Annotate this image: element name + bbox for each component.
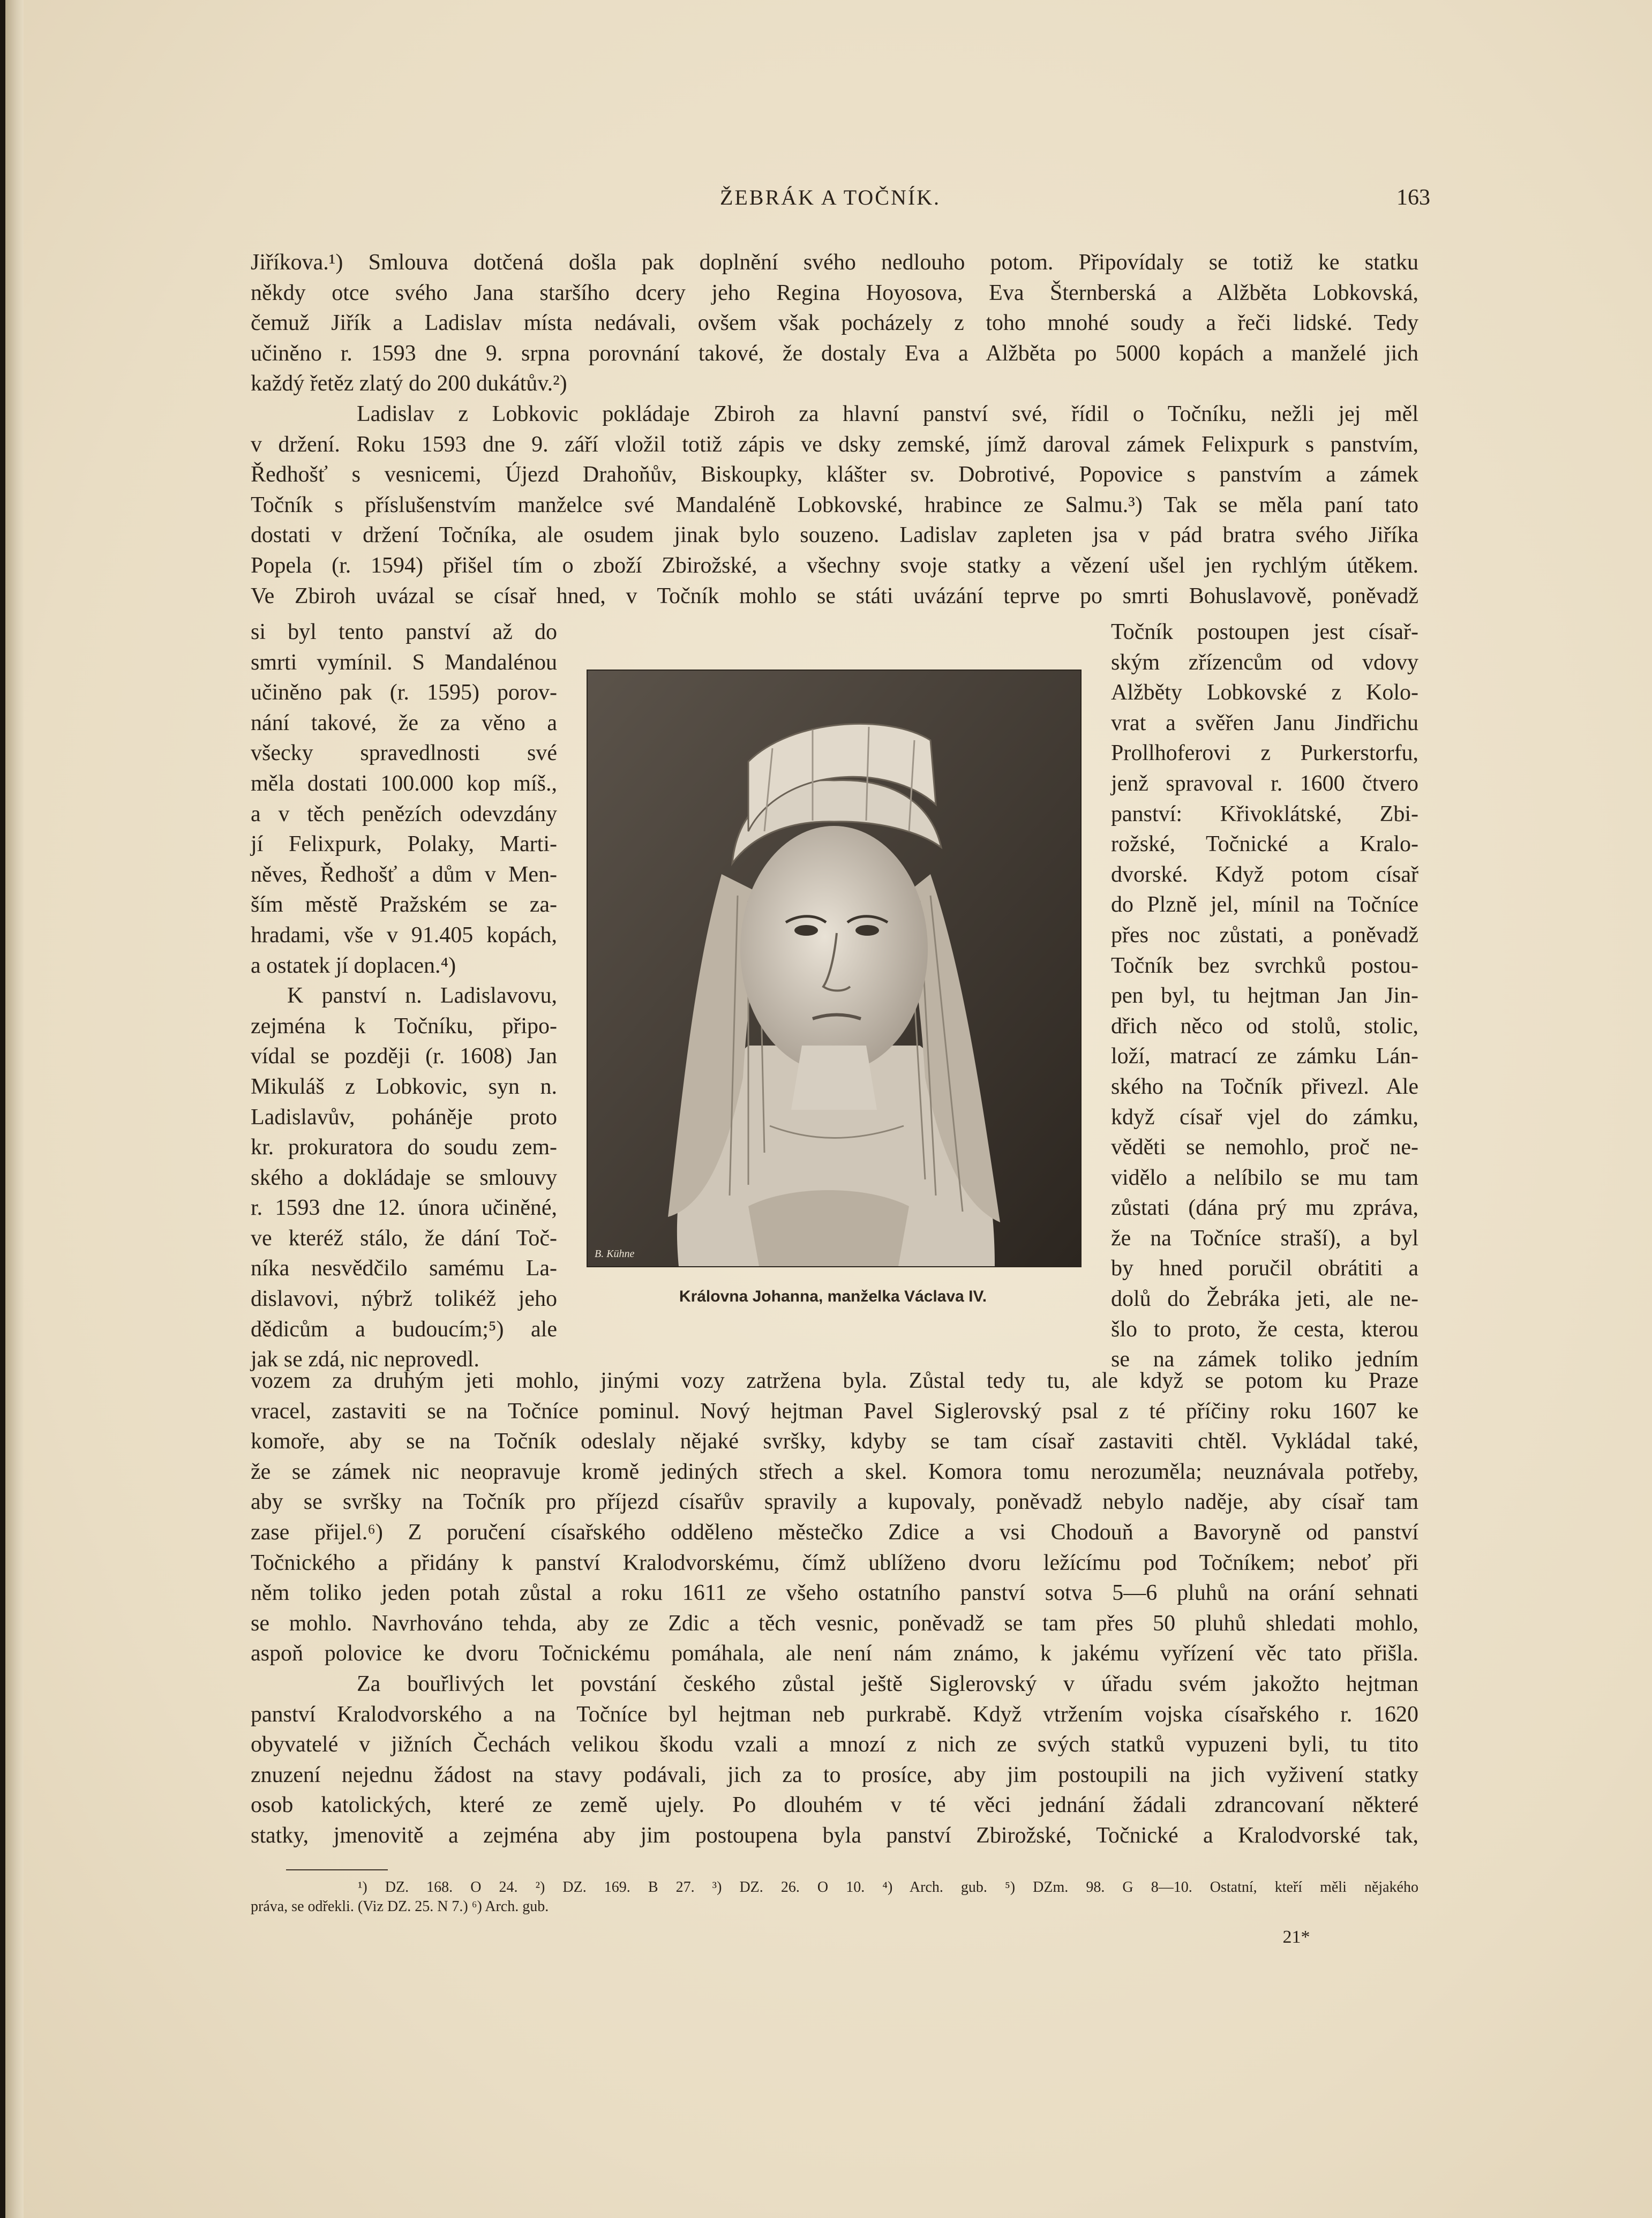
text-line: jenž spravoval r. 1600 čtvero (1111, 771, 1418, 796)
text-line: Točník s příslušenstvím manželce své Mandaléně Lobkovské, hrabince ze Salmu.³) Tak se měla paní tato (251, 492, 1418, 517)
text-line: hradami, vše v 91.405 kopách, (251, 922, 557, 948)
text-line: přes noc zůstati, a poněvadž (1111, 922, 1418, 948)
text-line: učiněno r. 1593 dne 9. srpna porovnání takové, že dostaly Eva a Alžběta po 5000 kopách a manželé jich (251, 341, 1418, 366)
text-line: dřich něco od stolů, stolic, (1111, 1013, 1418, 1039)
printer-signature-mark: 21* (1282, 1927, 1310, 1947)
text-line: zejména k Točníku, připo- (251, 1013, 557, 1039)
text-line: ve kteréž stálo, že dání Toč- (251, 1225, 557, 1251)
portrait-drawing (588, 671, 1080, 1266)
text-line: loží, matrací ze zámku Lán- (1111, 1044, 1418, 1069)
text-line: dolů do Žebráka jeti, ale ne- (1111, 1287, 1418, 1312)
portrait-illustration (587, 670, 1082, 1267)
text-line: když císař vjel do zámku, (1111, 1104, 1418, 1130)
figure-caption: Královna Johanna, manželka Václava IV. (679, 1288, 987, 1305)
text-line: učiněno pak (r. 1595) porov- (251, 680, 557, 705)
page-binding-edge (5, 0, 24, 2218)
text-line: Za bouřlivých let povstání českého zůstal ještě Siglerovský v úřadu svém jakožto hejtman (357, 1672, 1418, 1696)
artist-signature: B. Kühne (595, 1248, 635, 1260)
text-line: Ladislav z Lobkovic pokládaje Zbiroh za hlavní panství své, řídil o Točníku, nežli jej měl (357, 401, 1418, 426)
text-line: obyvatelé v jižních Čechách velikou škodu vzali a mnozí z nich ze svých statků vypuzeni byli, tu tito (251, 1732, 1418, 1757)
text-line: Jiříkova.¹) Smlouva dotčená došla pak doplnění svého nedlouho potom. Připovídaly se totiž ke statku (251, 250, 1418, 275)
text-line: statky, jmenovitě a zejména aby jim postoupena byla panství Zbirožské, Točnické a Kralodvorské tak, (251, 1823, 1418, 1848)
text-line: že se zámek nic neopravuje kromě jediných střech a skel. Komora tomu nerozuměla; neuznávala potřeby, (251, 1459, 1418, 1484)
text-line: ského a dokládaje se smlouvy (251, 1165, 557, 1190)
text-line: dvorské. Když potom císař (1111, 862, 1418, 887)
text-line: Ředhošť s vesnicemi, Újezd Drahoňův, Biskoupky, klášter sv. Dobrotivé, Popovice s panstvím a zámek (251, 462, 1418, 487)
text-line: jí Felixpurk, Polaky, Marti- (251, 832, 557, 857)
bottom-text-block-2 (251, 1669, 1418, 1851)
text-line: Točník postoupen jest císař- (1111, 620, 1418, 644)
page-number: 163 (1396, 185, 1430, 210)
text-line: se mohlo. Navrhováno tehda, aby ze Zdic a těch vesnic, poněvadž se tam přes 50 pluhů shledati mohlo, (251, 1611, 1418, 1636)
text-line: vozem za druhým jeti mohlo, jinými vozy zatržena byla. Zůstal tedy tu, ale když se potom ku Praze (251, 1369, 1418, 1393)
text-line: ším městě Pražském se za- (251, 892, 557, 918)
footnote-line: ¹) DZ. 168. O 24. ²) DZ. 169. B 27. ³) DZ. 26. O 10. ⁴) Arch. gub. ⁵) DZm. 98. G 8—10. Ostatní, kteří měli nějakého (358, 1879, 1418, 1896)
footnote-line: práva, se odřekli. (Viz DZ. 25. N 7.) ⁶) Arch. gub. (251, 1898, 549, 1915)
text-line: v držení. Roku 1593 dne 9. září vložil totiž zápis ve dsky zemské, jímž daroval zámek Felixpurk s panstvím, (251, 432, 1418, 457)
text-line: se na zámek toliko jedním (1111, 1347, 1418, 1372)
text-line: Ve Zbiroh uvázal se císař hned, v Točník mohlo se státi uvázání teprve po smrti Bohuslavově, poněvadž (251, 583, 1418, 608)
footnote-divider (286, 1869, 388, 1870)
text-line: čemuž Jiřík a Ladislav místa nedávali, ovšem však pocházely z toho mnohé soudy a řeči lidské. Tedy (251, 311, 1418, 336)
text-line: dědicům a budoucím;⁵) ale (251, 1317, 557, 1342)
text-line: panství Kralodvorského a na Točníce byl hejtman neb purkrabě. Když vtržením vojska císařského r. 1620 (251, 1702, 1418, 1727)
text-line: šlo to proto, že cesta, kterou (1111, 1317, 1418, 1342)
text-line: každý řetěz zlatý do 200 dukátův.²) (251, 371, 567, 396)
text-line: a v těch penězích odevzdány (251, 801, 557, 826)
text-line: měla dostati 100.000 kop míš., (251, 771, 557, 796)
text-line: někdy otce svého Jana staršího dcery jeho Regina Hoyosova, Eva Šternberská a Alžběta Lobkovská, (251, 280, 1418, 305)
text-line: komoře, aby se na Točník odeslaly nějaké svršky, kdyby se tam císař zastaviti chtěl. Vykládal také, (251, 1429, 1418, 1454)
text-line: věděti se nemohlo, proč ne- (1111, 1135, 1418, 1160)
text-line: Popela (r. 1594) přišel tím o zboží Zbirožské, a všechny svoje statky a vězení ušel jen rychlým útěkem. (251, 553, 1418, 578)
text-line: Alžběty Lobkovské z Kolo- (1111, 680, 1418, 705)
text-line: rožské, Točnické a Kralo- (1111, 832, 1418, 857)
text-line: nání takové, že za věno a (251, 710, 557, 735)
text-line: pen byl, tu hejtman Jan Jin- (1111, 983, 1418, 1009)
text-line: aspoň polovice ke dvoru Točnickému pomáhala, ale není nám známo, k jakému vyřízení věc tato přišla. (251, 1641, 1418, 1666)
text-line: Prollhoferovi z Purkerstorfu, (1111, 741, 1418, 766)
text-line: zůstati (dána prý mu zpráva, (1111, 1196, 1418, 1221)
text-line: kr. prokuratora do soudu zem- (251, 1135, 557, 1160)
text-line: vracel, zastaviti se na Točníce pominul. Nový hejtman Pavel Siglerovský psal z té příčiny roku 1607 ke (251, 1399, 1418, 1424)
text-line: Točnického a přidány k panství Kralodvorskému, čímž ublíženo dvoru ležícímu pod Točníkem; neboť při (251, 1550, 1418, 1575)
left-column-text (251, 617, 557, 1375)
text-line: r. 1593 dne 12. února učiněné, (251, 1196, 557, 1221)
text-line: si byl tento panství až do (251, 620, 557, 644)
text-line: vídal se později (r. 1608) Jan (251, 1044, 557, 1069)
text-line: dostati v držení Točníka, ale osudem jinak bylo souzeno. Ladislav zapleten jsa v pád bratra svého Jiříka (251, 523, 1418, 548)
text-line: něm toliko jeden potah zůstal a roku 1611 ze všeho ostatního panství sotva 5—6 pluhů na orání sehnati (251, 1581, 1418, 1606)
text-line: níka nesvědčilo samému La- (251, 1256, 557, 1281)
book-page (5, 0, 1652, 2218)
text-line: ského na Točník přivezl. Ale (1111, 1074, 1418, 1099)
text-line: znuzení nejednu žádost na stavy podávali, jich za to prosíce, aby jim postoupili na jich vyživení statky (251, 1762, 1418, 1787)
text-line: všecky spravedlnosti své (251, 741, 557, 766)
text-line: Mikuláš z Lobkovic, syn n. (251, 1074, 557, 1099)
text-line: vidělo a nelíbilo se mu tam (1111, 1165, 1418, 1190)
text-line: panství: Křivoklátské, Zbi- (1111, 801, 1418, 826)
text-line: by hned poručil obrátiti a (1111, 1256, 1418, 1281)
text-line: Točník bez svrchků postou- (1111, 953, 1418, 978)
bottom-text-block (251, 1366, 1418, 1669)
text-line: dislavovi, nýbrž tolikéž jeho (251, 1287, 557, 1312)
text-line: ským zřízencům od vdovy (1111, 650, 1418, 675)
top-text-block (251, 247, 1418, 611)
text-line: zase přijel.⁶) Z poručení císařského odděleno městečko Zdice a vsi Chodouň a Bavoryně od panství (251, 1520, 1418, 1545)
text-line: něves, Ředhošť a dům v Men- (251, 862, 557, 887)
running-header: ŽEBRÁK A TOČNÍK. (719, 185, 941, 209)
text-line: osob katolických, které ze země ujely. Po dlouhém v té věci jednání žádali zdrancovaní některé (251, 1793, 1418, 1818)
text-line: že na Točníce straší), a byl (1111, 1225, 1418, 1251)
text-line: aby se svršky na Točník pro příjezd císařův spravily a kupovaly, poněvadž nebylo naděje, aby císař tam (251, 1490, 1418, 1515)
text-line: K panství n. Ladislavovu, (287, 983, 557, 1009)
text-line: a ostatek jí doplacen.⁴) (251, 953, 456, 978)
text-line: vrat a svěřen Janu Jindřichu (1111, 710, 1418, 735)
right-column-text (1111, 617, 1418, 1375)
footnotes (251, 1878, 1418, 1916)
text-line: jak se zdá, nic neprovedl. (251, 1347, 479, 1372)
text-line: do Plzně jel, mínil na Točníce (1111, 892, 1418, 918)
text-line: Ladislavův, poháněje proto (251, 1104, 557, 1130)
text-line: smrti vymínil. S Mandalénou (251, 650, 557, 675)
